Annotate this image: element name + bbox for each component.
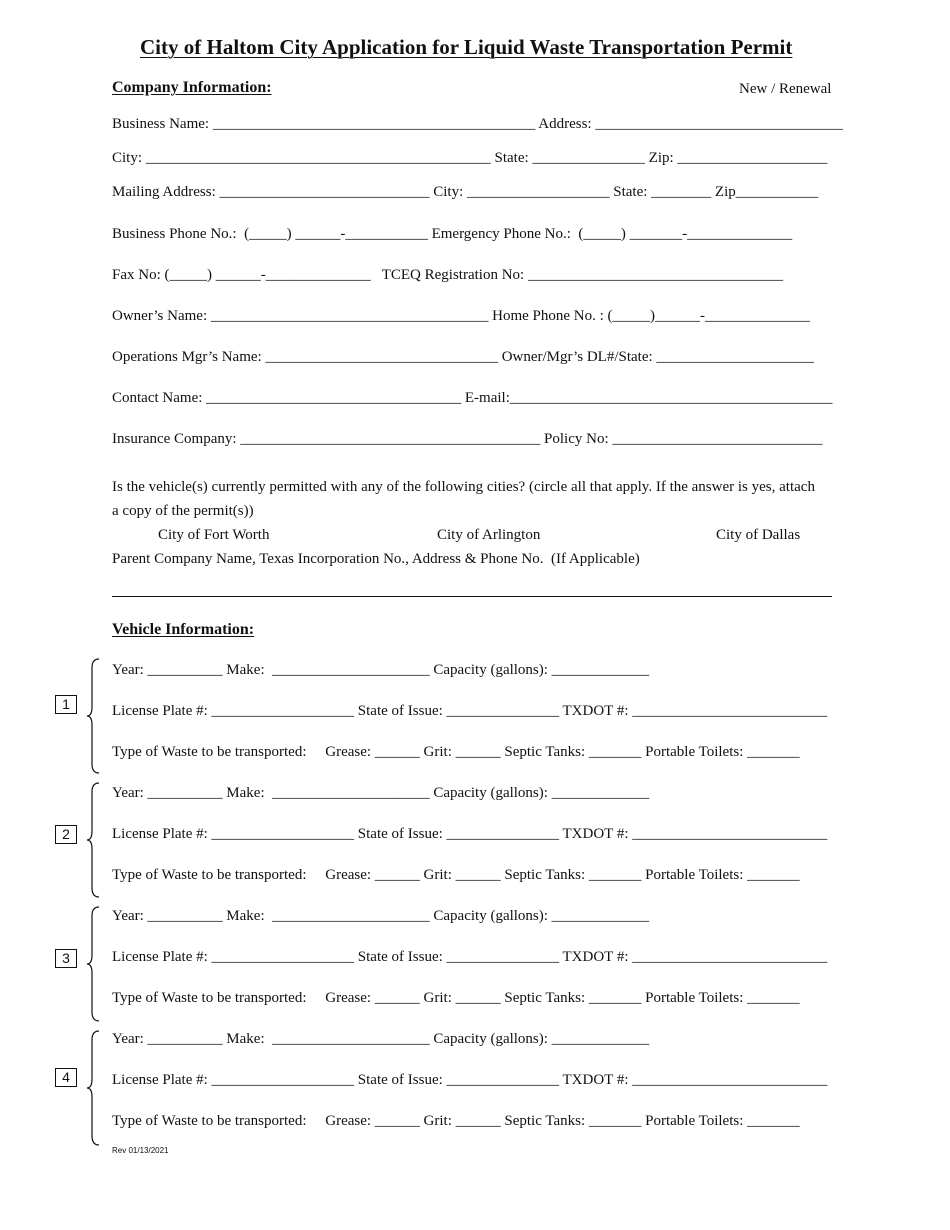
revision-note: Rev 01/13/2021 — [112, 1146, 169, 1155]
city-option-arlington[interactable]: City of Arlington — [437, 527, 541, 543]
brace-icon — [86, 906, 100, 1022]
waste-type-line[interactable]: Type of Waste to be transported: Grease: ______ Grit: ______ Septic Tanks: _______ Portable Toilets: _______ — [112, 744, 800, 760]
permit-question-cont: a copy of the permit(s)) — [112, 503, 254, 519]
city-option-fort-worth[interactable]: City of Fort Worth — [158, 527, 270, 543]
mailing-address-line[interactable]: Mailing Address: ____________________________ City: ___________________ State: ________ Zip___________ — [112, 184, 819, 200]
year-make-capacity-line[interactable]: Year: __________ Make: _____________________ Capacity (gallons): _____________ — [112, 662, 650, 678]
permit-question: Is the vehicle(s) currently permitted with any of the following cities? (circle all that apply. If the answer is yes, attach — [112, 479, 815, 495]
fax-tceq-line[interactable]: Fax No: (_____) ______-______________ TCEQ Registration No: __________________________________ — [112, 267, 783, 283]
license-state-txdot-line[interactable]: License Plate #: ___________________ State of Issue: _______________ TXDOT #: __________________________ — [112, 703, 828, 719]
vehicle-number-box: 2 — [55, 825, 77, 844]
year-make-capacity-line[interactable]: Year: __________ Make: _____________________ Capacity (gallons): _____________ — [112, 1031, 650, 1047]
insurance-policy-line[interactable]: Insurance Company: ________________________________________ Policy No: ____________________________ — [112, 431, 823, 447]
vehicle-number-box: 4 — [55, 1068, 77, 1087]
brace-icon — [86, 782, 100, 898]
waste-type-line[interactable]: Type of Waste to be transported: Grease: ______ Grit: ______ Septic Tanks: _______ Portable Toilets: _______ — [112, 1113, 800, 1129]
parent-company-label: Parent Company Name, Texas Incorporation No., Address & Phone No. (If Applicable) — [112, 551, 640, 567]
business-name-address-line[interactable]: Business Name: ___________________________________________ Address: _________________________________ — [112, 116, 843, 132]
contact-email-line[interactable]: Contact Name: __________________________________ E-mail:___________________________________________ — [112, 390, 833, 406]
waste-type-line[interactable]: Type of Waste to be transported: Grease: ______ Grit: ______ Septic Tanks: _______ Portable Toilets: _______ — [112, 867, 800, 883]
owner-name-line[interactable]: Owner’s Name: _____________________________________ Home Phone No. : (_____)______-______________ — [112, 308, 811, 324]
brace-icon — [86, 658, 100, 774]
phone-numbers-line[interactable]: Business Phone No.: (_____) ______-___________ Emergency Phone No.: (_____) _______-______________ — [112, 226, 793, 242]
page-title: City of Haltom City Application for Liquid Waste Transportation Permit — [140, 35, 793, 59]
parent-company-field[interactable] — [112, 596, 832, 597]
operations-manager-line[interactable]: Operations Mgr’s Name: _______________________________ Owner/Mgr’s DL#/State: _____________________ — [112, 349, 814, 365]
license-state-txdot-line[interactable]: License Plate #: ___________________ State of Issue: _______________ TXDOT #: __________________________ — [112, 949, 828, 965]
vehicle-number-box: 3 — [55, 949, 77, 968]
vehicle-number-box: 1 — [55, 695, 77, 714]
vehicle-info-heading: Vehicle Information: — [112, 621, 255, 638]
license-state-txdot-line[interactable]: License Plate #: ___________________ State of Issue: _______________ TXDOT #: __________________________ — [112, 1072, 828, 1088]
year-make-capacity-line[interactable]: Year: __________ Make: _____________________ Capacity (gallons): _____________ — [112, 908, 650, 924]
company-info-heading: Company Information: — [112, 79, 272, 96]
city-option-dallas[interactable]: City of Dallas — [716, 527, 801, 543]
year-make-capacity-line[interactable]: Year: __________ Make: _____________________ Capacity (gallons): _____________ — [112, 785, 650, 801]
license-state-txdot-line[interactable]: License Plate #: ___________________ State of Issue: _______________ TXDOT #: __________________________ — [112, 826, 828, 842]
city-state-zip-line[interactable]: City: ______________________________________________ State: _______________ Zip: ____________________ — [112, 150, 828, 166]
new-renewal-option[interactable]: New / Renewal — [739, 81, 832, 97]
waste-type-line[interactable]: Type of Waste to be transported: Grease: ______ Grit: ______ Septic Tanks: _______ Portable Toilets: _______ — [112, 990, 800, 1006]
brace-icon — [86, 1030, 100, 1146]
